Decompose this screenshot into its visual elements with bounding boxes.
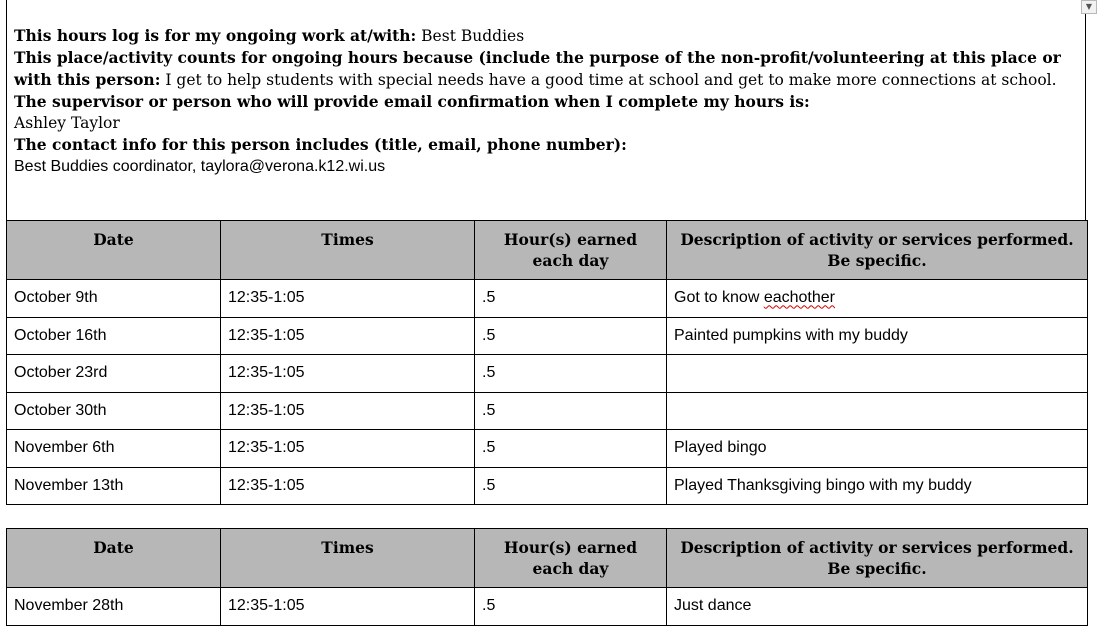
purpose-label: This place/activity counts for ongoing hours because (include the purpose of the non-profit/volunteering at this place or with this person: — [14, 48, 1061, 89]
cell-date[interactable]: October 23rd — [7, 355, 221, 393]
cell-hours[interactable]: .5 — [475, 467, 667, 505]
header-date: Date — [7, 529, 221, 588]
purpose-value[interactable]: I get to help students with special needs have a good time at school and get to make more connections at school. — [165, 71, 1057, 89]
cell-date[interactable]: October 30th — [7, 392, 221, 430]
cell-hours[interactable]: .5 — [475, 355, 667, 393]
contact-label: The contact info for this person includes (title, email, phone number): — [14, 135, 627, 154]
hours-log-table-2 — [6, 528, 1088, 626]
ongoing-line — [14, 25, 1074, 47]
cell-hours[interactable]: .5 — [475, 317, 667, 355]
supervisor-line — [14, 91, 1074, 113]
table-row — [7, 467, 1088, 505]
cell-description[interactable] — [667, 392, 1088, 430]
cell-times[interactable]: 12:35-1:05 — [221, 430, 475, 468]
cell-times[interactable]: 12:35-1:05 — [221, 280, 475, 318]
cell-hours[interactable]: .5 — [475, 392, 667, 430]
cell-hours[interactable]: .5 — [475, 280, 667, 318]
header-times: Times — [221, 529, 475, 588]
header-description: Description of activity or services performed. Be specific. — [667, 529, 1088, 588]
cell-date[interactable]: October 16th — [7, 317, 221, 355]
table-row — [7, 355, 1088, 393]
header-hours: Hour(s) earned each day — [475, 221, 667, 280]
supervisor-value[interactable]: Ashley Taylor — [14, 114, 120, 132]
header-times: Times — [221, 221, 475, 280]
table-row — [7, 392, 1088, 430]
cell-hours[interactable]: .5 — [475, 588, 667, 626]
cell-description[interactable] — [667, 280, 1088, 318]
cell-description[interactable]: Played bingo — [667, 430, 1088, 468]
table-header-row — [7, 221, 1088, 280]
cell-description[interactable]: Played Thanksgiving bingo with my buddy — [667, 467, 1088, 505]
table-header-row — [7, 529, 1088, 588]
header-hours: Hour(s) earned each day — [475, 529, 667, 588]
table-row — [7, 280, 1088, 318]
cell-description[interactable] — [667, 355, 1088, 393]
contact-line — [14, 134, 1074, 156]
scroll-down-icon[interactable]: ▼ — [1081, 0, 1097, 14]
cell-times[interactable]: 12:35-1:05 — [221, 317, 475, 355]
contact-value[interactable]: Best Buddies coordinator, taylora@verona.k12.wi.us — [14, 158, 386, 175]
purpose-line — [14, 47, 1074, 91]
cell-date[interactable]: November 13th — [7, 467, 221, 505]
hours-log-info — [14, 25, 1074, 177]
header-description: Description of activity or services performed. Be specific. — [667, 221, 1088, 280]
cell-date[interactable]: November 6th — [7, 430, 221, 468]
cell-times[interactable]: 12:35-1:05 — [221, 355, 475, 393]
table-row — [7, 430, 1088, 468]
hours-log-table-1 — [6, 220, 1088, 505]
cell-hours[interactable]: .5 — [475, 430, 667, 468]
description-text: Got to know — [674, 289, 764, 307]
cell-description[interactable]: Just dance — [667, 588, 1088, 626]
cell-description[interactable]: Painted pumpkins with my buddy — [667, 317, 1088, 355]
ongoing-value[interactable]: Best Buddies — [421, 27, 525, 45]
table-row — [7, 588, 1088, 626]
ongoing-label: This hours log is for my ongoing work at/with: — [14, 26, 417, 45]
header-date: Date — [7, 221, 221, 280]
cell-date[interactable]: November 28th — [7, 588, 221, 626]
cell-times[interactable]: 12:35-1:05 — [221, 467, 475, 505]
table-row — [7, 317, 1088, 355]
cell-date[interactable]: October 9th — [7, 280, 221, 318]
supervisor-label: The supervisor or person who will provide email confirmation when I complete my hours is: — [14, 92, 810, 111]
spelling-error-word[interactable]: eachother — [763, 289, 835, 307]
cell-times[interactable]: 12:35-1:05 — [221, 588, 475, 626]
cell-times[interactable]: 12:35-1:05 — [221, 392, 475, 430]
